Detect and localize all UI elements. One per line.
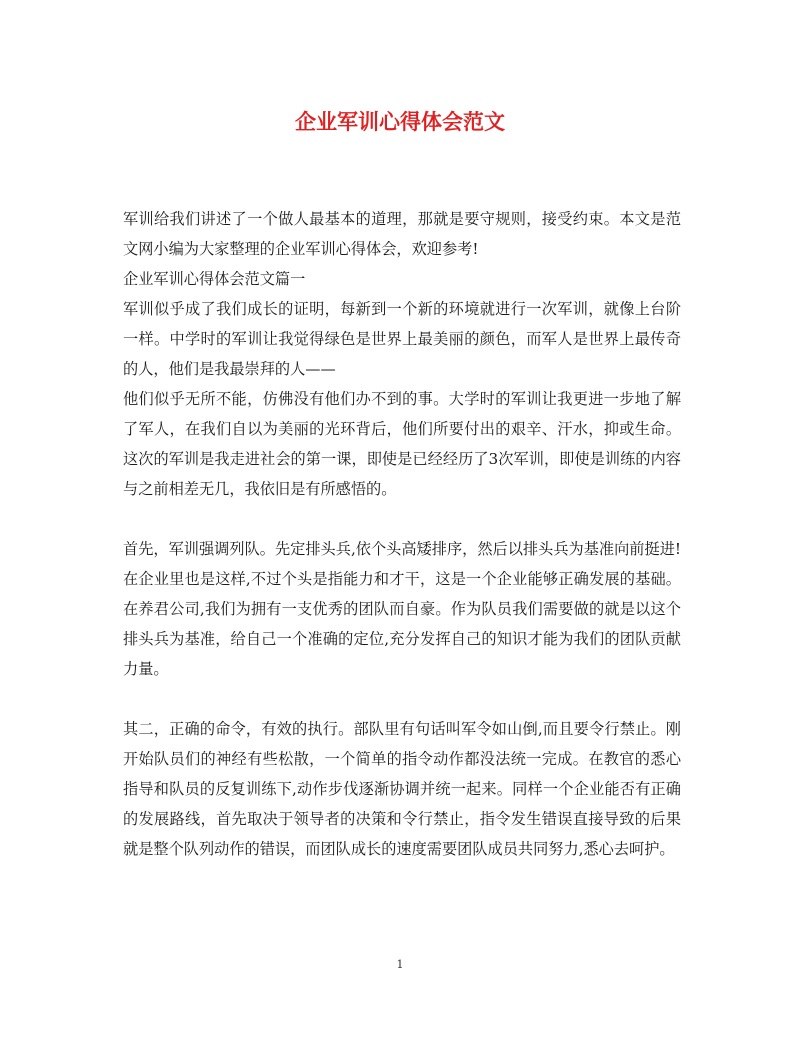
section-heading: 企业军训心得体会范文篇一 [123,270,306,288]
page-number: 1 [396,958,404,971]
body-paragraph: 他们似乎无所不能，仿佛没有他们办不到的事。大学时的军训让我更进一步地了解了军人，在我们自以为美丽的光环背后，他们所要付出的艰辛、汗水，抑或生命。这次的军训是我走进社会的第一课，即使是已经经历了3次军训，即使是训练的内容与之前相差无几，我依旧是有所感悟的。 [123,390,681,498]
document-title: 企业军训心得体会范文 [295,110,505,134]
intro-paragraph: 军训给我们讲述了一个做人最基本的道理，那就是要守规则，接受约束。本文是范文网小编为大家整理的企业军训心得体会，欢迎参考! [123,210,681,258]
body-paragraph: 军训似乎成了我们成长的证明，每新到一个新的环境就进行一次军训，就像上台阶一样。中学时的军训让我觉得绿色是世界上最美丽的颜色，而军人是世界上最传奇的人，他们是我最崇拜的人—— [123,300,681,378]
body-paragraph: 首先，军训强调列队。先定排头兵,依个头高矮排序，然后以排头兵为基准向前挺进!在企业里也是这样,不过个头是指能力和才干，这是一个企业能够正确发展的基础。在养君公司,我们为拥有一支优秀的团队而自豪。作为队员我们需要做的就是以这个排头兵为基准，给自己一个准确的定位,充分发挥自己的知识才能为我们的团队贡献力量。 [123,540,681,678]
document-body [123,204,681,864]
body-paragraph: 其二，正确的命令，有效的执行。部队里有句话叫军令如山倒,而且要令行禁止。刚开始队员们的神经有些松散，一个简单的指令动作都没法统一完成。在教官的悉心指导和队员的反复训练下,动作步伐逐渐协调并统一起来。同样一个企业能否有正确的发展路线，首先取决于领导者的决策和令行禁止，指令发生错误直接导致的后果就是整个队列动作的错误，而团队成长的速度需要团队成员共同努力,悉心去呵护。 [123,720,681,858]
